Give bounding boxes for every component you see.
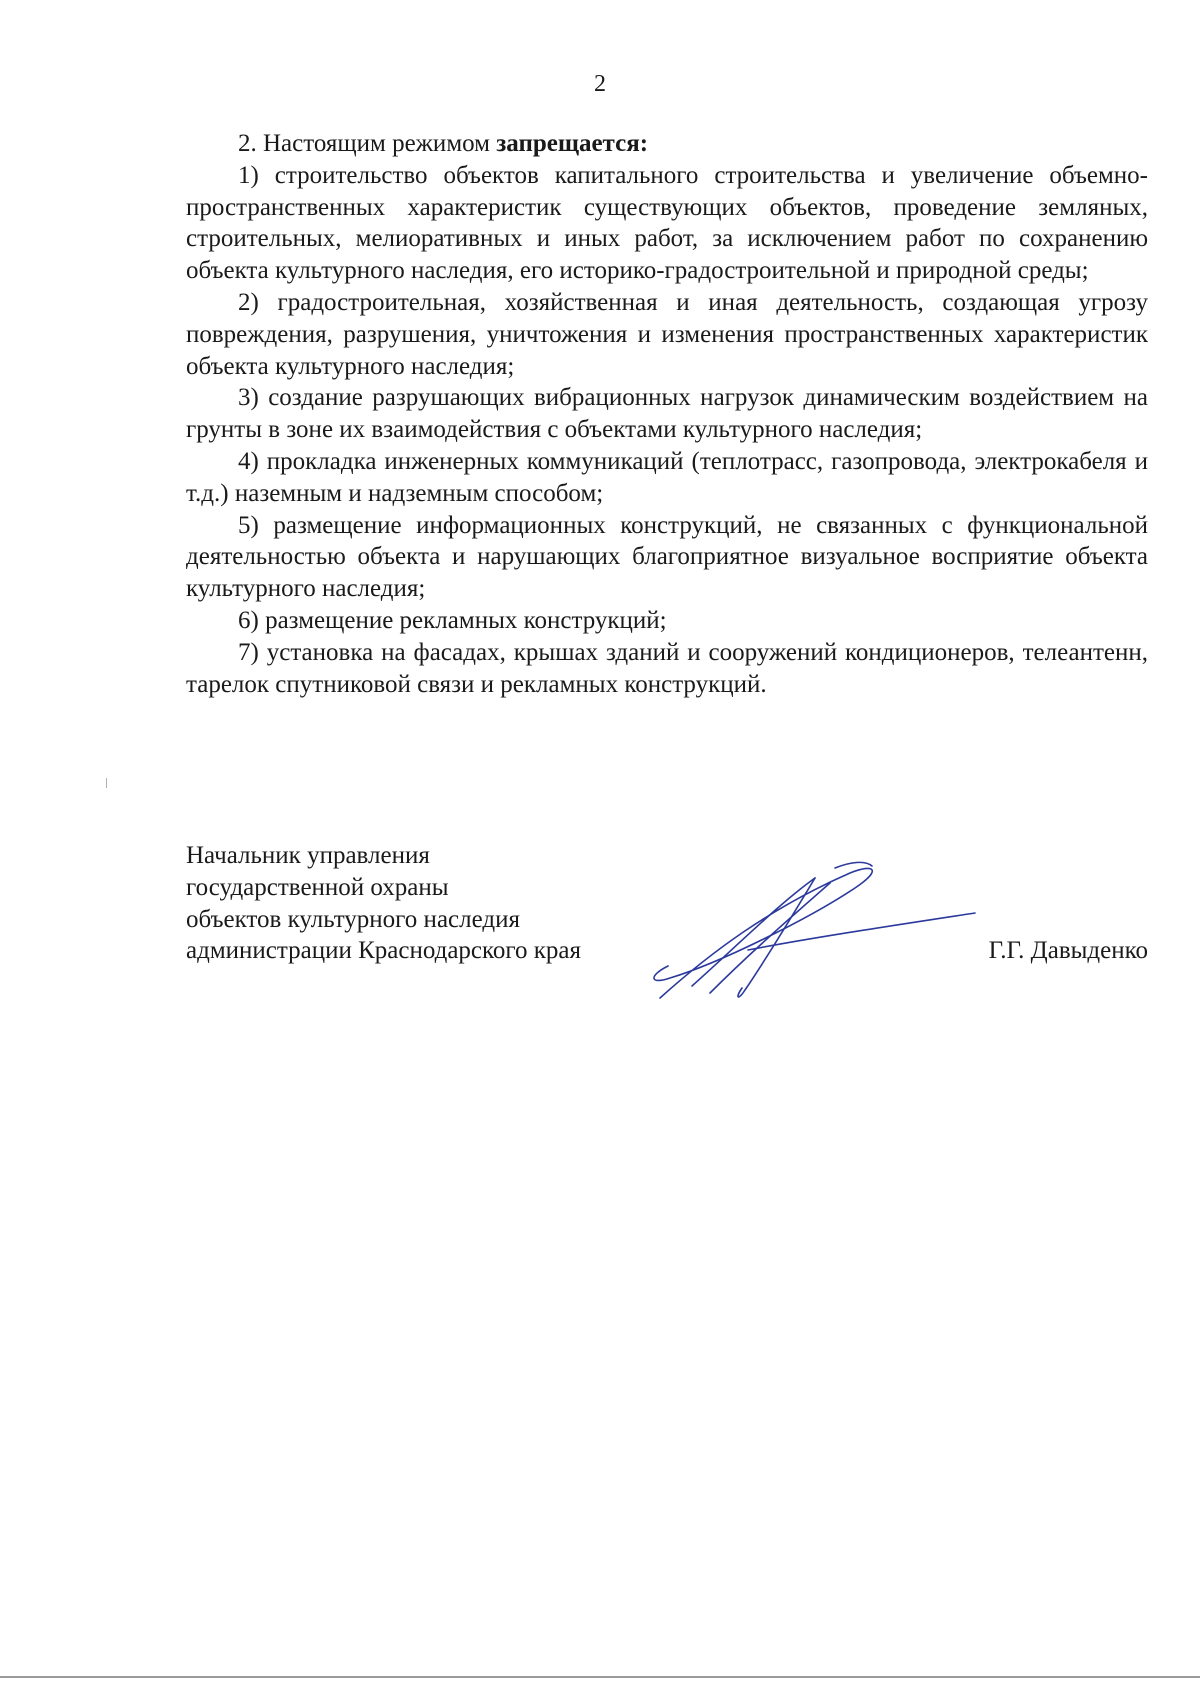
list-item: 4) прокладка инженерных коммуникаций (теплотрасс, газопровода, электрокабеля и т.д.) наземным и надземным способом; bbox=[186, 447, 1148, 507]
signatory-name: Г.Г. Давыденко bbox=[988, 937, 1148, 964]
document-body bbox=[186, 128, 1148, 700]
signatory-title-line: государственной охраны bbox=[186, 873, 449, 901]
list-item: 7) установка на фасадах, крышах зданий и сооружений кондиционеров, телеантенн, тарелок спутниковой связи и рекламных конструкций. bbox=[186, 638, 1148, 698]
section-lead-bold: запрещается: bbox=[496, 130, 649, 157]
margin-mark bbox=[106, 778, 107, 788]
signatory-title-line: администрации Краснодарского края bbox=[186, 937, 582, 965]
section-lead-text: 2. Настоящим режимом bbox=[238, 130, 497, 157]
page-number: 2 bbox=[594, 71, 606, 97]
list-item: 6) размещение рекламных конструкций; bbox=[238, 606, 667, 634]
list-item: 1) строительство объектов капитального строительства и увеличение объемно-пространственных характеристик существующих объектов, проведение земляных, строительных, мелиоративных и иных работ, за исключением работ по сохранению объекта культурного наследия, его историко-градостроительной и природной среды; bbox=[186, 161, 1148, 285]
signatory-title-line: Начальник управления bbox=[186, 842, 430, 869]
section-heading bbox=[186, 128, 1148, 160]
bottom-edge-line bbox=[0, 1676, 1200, 1678]
list-item: 2) градостроительная, хозяйственная и иная деятельность, создающая угрозу повреждения, разрушения, уничтожения и изменения пространственных характеристик объекта культурного наследия; bbox=[186, 288, 1148, 380]
signatory-title bbox=[186, 840, 581, 967]
signatory-title-line: объектов культурного наследия bbox=[186, 905, 520, 933]
list-item: 5) размещение информационных конструкций, не связанных с функциональной деятельностью объекта и нарушающих благоприятное визуальное восприятие объекта культурного наследия; bbox=[186, 511, 1148, 603]
handwritten-signature bbox=[650, 858, 980, 1008]
list-item: 3) создание разрушающих вибрационных нагрузок динамическим воздействием на грунты в зоне их взаимодействия с объектами культурного наследия; bbox=[186, 384, 1148, 444]
